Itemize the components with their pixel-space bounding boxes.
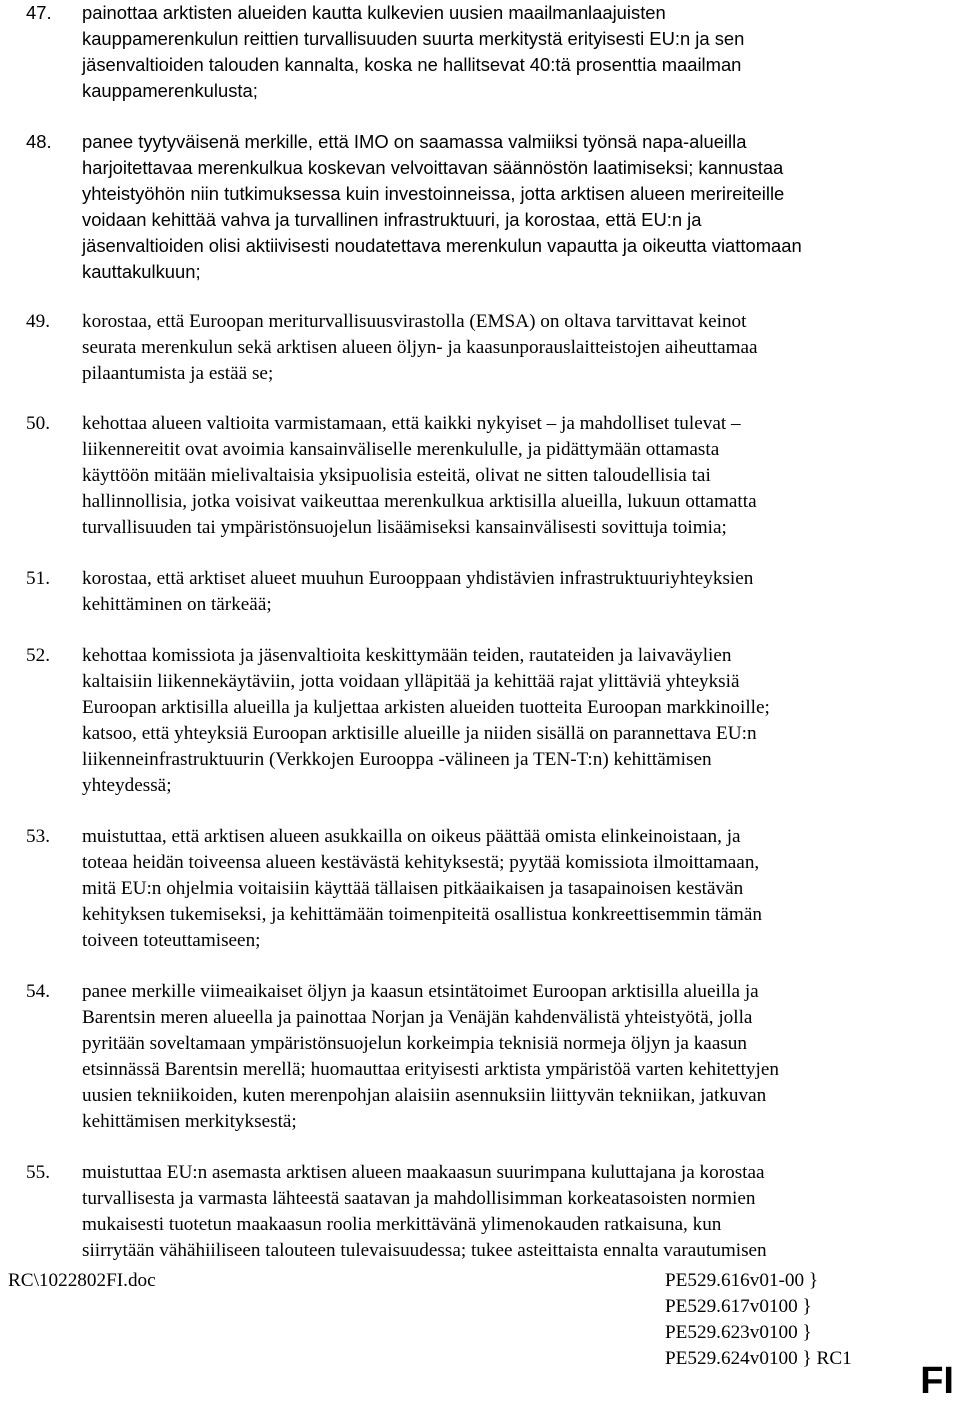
paragraph-number: 54. [26, 981, 50, 1002]
paragraph-text [82, 566, 942, 618]
paragraph-number: 53. [26, 826, 50, 847]
pe-ref: PE529.623v0100 } [665, 1322, 812, 1344]
paragraph-number: 49. [26, 311, 50, 332]
text-line: mukaisesti tuotetun maakaasun roolia merkittävänä ylimenokauden ratkaisuna, kun [82, 1214, 722, 1236]
text-line: yhteistyöhön niin tutkimuksessa kuin investoinneissa, jotta arktisen alueen merireiteille [82, 183, 785, 205]
text-line: muistuttaa, että arktisen alueen asukkailla on oikeus päättää omista elinkeinoistaan, ja [82, 826, 741, 847]
pe-ref: PE529.616v01-00 } [665, 1270, 819, 1291]
text-line: muistuttaa EU:n asemasta arktisen alueen maakaasun suurimpana kuluttajana ja korostaa [82, 1162, 765, 1183]
text-line: jäsenvaltioiden talouden kannalta, koska ne hallitsevat 40:tä prosenttia maailman [82, 54, 742, 76]
text-line: kehittämisen merkityksestä; [82, 1111, 297, 1133]
paragraph-text [82, 1160, 942, 1264]
text-line: kauttakulkuun; [82, 261, 201, 283]
text-line: Euroopan arktisilla alueilla ja kuljettaa arkisten alueiden tuotteita Euroopan markkinoille; [82, 697, 770, 719]
pe-ref: PE529.617v0100 } [665, 1296, 812, 1318]
text-line: seurata merenkulun sekä arktisen alueen öljyn- ja kaasunporauslaitteistojen aiheuttamaa [82, 337, 758, 359]
text-line: harjoitettavaa merenkulkua koskevan velvoittavan säännöstön laatimiseksi; kannustaa [82, 157, 784, 179]
text-line: kehottaa komissiota ja jäsenvaltioita keskittymään teiden, rautateiden ja laivaväylien [82, 645, 732, 666]
paragraph-number: 52. [26, 645, 50, 666]
text-line: toteaa heidän toiveensa alueen kestävästä kehityksestä; pyytää komissiota ilmoittamaan, [82, 852, 760, 874]
paragraph-text [82, 643, 942, 800]
text-line: kaltaisiin liikennekäytäviin, jotta voidaan ylläpitää ja kehittää rajat ylittäviä yhteyksiä [82, 671, 740, 693]
text-line: turvallisesta ja varmasta lähteestä saatavan ja mahdollisimman korkeatasoisten normien [82, 1188, 756, 1210]
text-line: painottaa arktisten alueiden kautta kulkevien uusien maailmanlaajuisten [82, 2, 666, 23]
text-line: pilaantumista ja estää se; [82, 363, 274, 385]
text-line: kauppamerenkulusta; [82, 80, 258, 102]
text-line: siirrytään vähähiiliseen talouteen tulevaisuudessa; tukee asteittaista ennalta varautumisen [82, 1240, 767, 1262]
text-line: korostaa, että arktiset alueet muuhun Eurooppaan yhdistävien infrastruktuuriyhteyksien [82, 568, 754, 589]
text-line: turvallisuuden tai ympäristönsuojelun lisäämiseksi kansainvälisesti sovittuja toimia; [82, 517, 727, 539]
text-line: liikennereitit ovat avoimia kansainväliselle merenkululle, ja pidättymään ottamasta [82, 439, 720, 461]
pe-ref: PE529.624v0100 } RC1 [665, 1348, 852, 1370]
text-line: käyttöön mitään mielivaltaisia yksipuolisia esteitä, olivat ne sitten taloudellisia tai [82, 465, 711, 487]
text-line: jäsenvaltioiden olisi aktiivisesti noudatettava merenkulun vapautta ja oikeutta viattomaan [82, 235, 802, 257]
paragraph-number: 50. [26, 413, 50, 434]
text-line: toiveen toteuttamiseen; [82, 930, 261, 952]
paragraph-text [82, 411, 942, 541]
paragraph-text [82, 979, 942, 1136]
text-line: panee merkille viimeaikaiset öljyn ja kaasun etsintätoimet Euroopan arktisilla alueilla ja [82, 981, 759, 1002]
text-line: mitä EU:n ohjelmia voitaisiin käyttää tällaisen pitkäaikaisen ja tasapainoisen kestävän [82, 878, 744, 900]
text-line: korostaa, että Euroopan meriturvallisuusvirastolla (EMSA) on oltava tarvittavat keinot [82, 311, 747, 332]
paragraph-number: 47. [26, 2, 52, 23]
text-line: kauppamerenkulun reittien turvallisuuden suurta merkitystä erityisesti EU:n ja sen [82, 28, 745, 50]
text-line: Barentsin meren alueella ja painottaa Norjan ja Venäjän kahdenvälistä yhteistyötä, jolla [82, 1007, 753, 1029]
text-line: kehottaa alueen valtioita varmistamaan, että kaikki nykyiset – ja mahdolliset tulevat – [82, 413, 741, 434]
paragraph-number: 48. [26, 131, 52, 152]
footer-pe-refs [665, 1268, 852, 1372]
paragraph-text [82, 129, 942, 286]
footer-doc-ref: RC\1022802FI.doc [8, 1270, 156, 1291]
language-code: FI [920, 1360, 954, 1402]
text-line: pyritään soveltamaan ympäristönsuojelun korkeimpia teknisiä normeja öljyn ja kaasun [82, 1033, 747, 1055]
paragraph-text [82, 0, 942, 104]
text-line: yhteydessä; [82, 775, 172, 797]
text-line: etsinnässä Barentsin merellä; huomauttaa erityisesti arktista ympäristöä varten kehitettyjen [82, 1059, 779, 1081]
paragraph-text [82, 309, 942, 387]
text-line: uusien tekniikoiden, kuten merenpohjan alaisiin asennuksiin liittyvän tekniikan, jatkuvan [82, 1085, 767, 1107]
paragraph-number: 55. [26, 1162, 50, 1183]
text-line: kehittäminen on tärkeää; [82, 594, 272, 616]
text-line: hallinnollisia, jotka voisivat vaikeuttaa merenkulkua arktisilla alueilla, lukuun ottamatta [82, 491, 757, 513]
text-line: kehityksen tukemiseksi, ja kehittämään toimenpiteitä osallistua konkreettisemmin tämän [82, 904, 762, 926]
text-line: katsoo, että yhteyksiä Euroopan arktisille alueille ja niiden sisällä on parannettava EU:n [82, 723, 757, 745]
text-line: voidaan kehittää vahva ja turvallinen infrastruktuuri, ja korostaa, että EU:n ja [82, 209, 702, 231]
text-line: panee tyytyväisenä merkille, että IMO on saamassa valmiiksi työnsä napa-alueilla [82, 131, 747, 152]
paragraph-number: 51. [26, 568, 50, 589]
paragraph-text [82, 824, 942, 954]
text-line: liikenneinfrastruktuurin (Verkkojen Eurooppa -välineen ja TEN-T:n) kehittämisen [82, 749, 712, 771]
